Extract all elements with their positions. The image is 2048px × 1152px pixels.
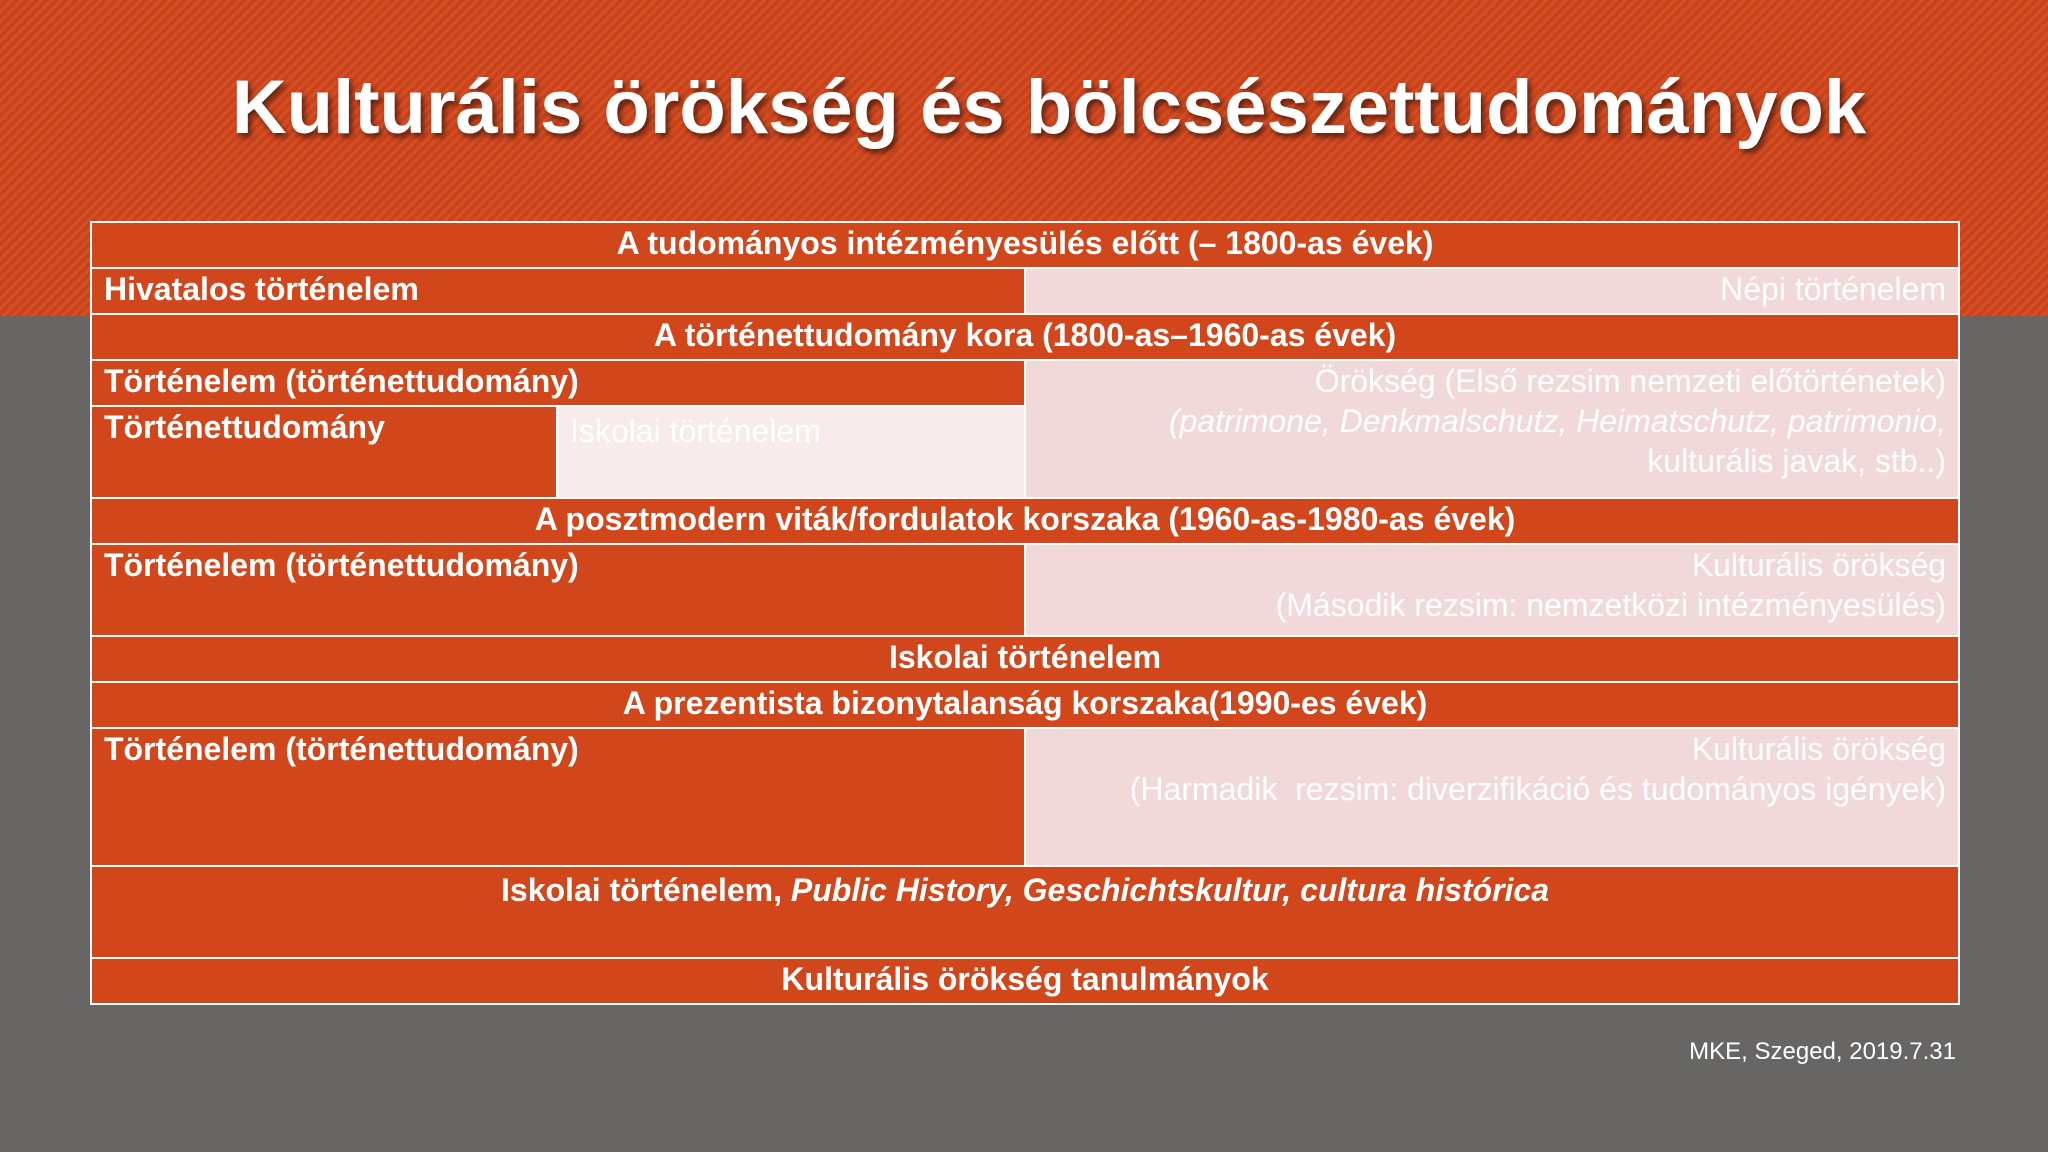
heritage-first-regime-terms: [1038, 401, 1946, 441]
heritage-second-regime-title: Kulturális örökség: [1691, 547, 1947, 583]
table-row: [91, 222, 1959, 268]
heritage-first-regime-cell: [1025, 360, 1959, 498]
table-row: [91, 360, 1959, 406]
school-history-row: Iskolai történelem: [91, 636, 1959, 682]
table-row: [91, 866, 1959, 958]
heritage-terms-italic: (patrimone, Denkmalschutz, Heimatschutz, patrimonio,: [1168, 403, 1947, 439]
footer-credit: MKE, Szeged, 2019.7.31: [1689, 1038, 1956, 1065]
table-row: [91, 728, 1959, 866]
table-row: [91, 682, 1959, 728]
table-row: [91, 314, 1959, 360]
table-row: [91, 498, 1959, 544]
era3-header: A posztmodern viták/fordulatok korszaka (1960-as-1980-as évek): [91, 498, 1959, 544]
heritage-first-regime-title: Örökség (Első rezsim nemzeti előtörténetek): [1314, 363, 1947, 399]
era4-header: A prezentista bizonytalanság korszaka(1990-es évek): [91, 682, 1959, 728]
official-history-cell: Hivatalos történelem: [91, 268, 1025, 314]
heritage-studies-row: Kulturális örökség tanulmányok: [91, 958, 1959, 1004]
heritage-third-regime-desc: (Harmadik rezsim: diverzifikáció és tudományos igények): [1129, 771, 1947, 807]
heritage-second-regime-cell: [1025, 544, 1959, 636]
history-science-cell-era4: Történelem (történettudomány): [91, 728, 1025, 866]
heritage-table: [90, 221, 1960, 1005]
table-row: [91, 268, 1959, 314]
table-row: [91, 958, 1959, 1004]
heritage-third-regime-cell: [1025, 728, 1959, 866]
slide-title: Kulturális örökség és bölcsészettudományok: [231, 65, 1867, 150]
table-row: [91, 544, 1959, 636]
history-science-sub-cell: Történettudomány: [91, 406, 557, 498]
history-science-cell-era3: Történelem (történettudomány): [91, 544, 1025, 636]
history-science-cell: Történelem (történettudomány): [91, 360, 1025, 406]
table-row: [91, 636, 1959, 682]
folk-history-cell: Népi történelem: [1025, 268, 1959, 314]
school-history-cell: Iskolai történelem: [557, 406, 1025, 498]
public-history-plain: Iskolai történelem,: [501, 872, 791, 908]
public-history-italic: Public History, Geschichtskultur, cultura histórica: [790, 872, 1550, 908]
heritage-first-regime-tail: kulturális javak, stb..): [1647, 443, 1947, 479]
era2-header: A történettudomány kora (1800-as–1960-as évek): [91, 314, 1959, 360]
era1-header: A tudományos intézményesülés előtt (– 1800-as évek): [91, 222, 1959, 268]
heritage-third-regime-title: Kulturális örökség: [1691, 731, 1947, 767]
heritage-second-regime-desc: (Második rezsim: nemzetközi intézményesülés): [1275, 587, 1947, 623]
public-history-row: [91, 866, 1959, 958]
